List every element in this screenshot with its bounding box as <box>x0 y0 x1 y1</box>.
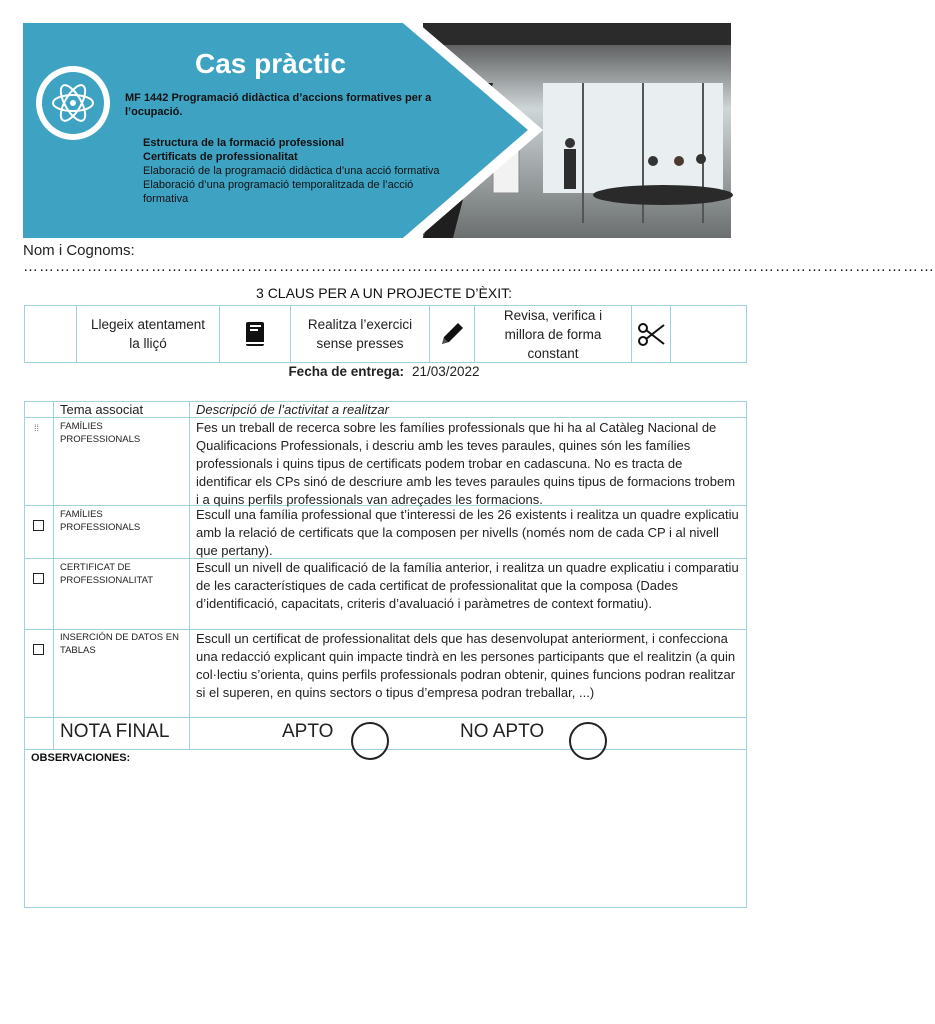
fail-option[interactable] <box>569 722 607 760</box>
row-checkbox[interactable] <box>33 573 44 584</box>
row-description: Fes un treball de recerca sobre les famílies professionals que hi ha al Catàleg Nacional de Qualificacions Professionals, i descriu amb les teves paraules, quines són les famílies professionals i quins tipus de certificats podem trobar en cadascuna. No es tracta de identificar els CPs sinó de descriure amb les teves paraules quins tipus de formacions trobem i a quins perfils professionals van adreçades les formacions. <box>196 420 736 507</box>
observations-label: OBSERVACIONES: <box>31 752 131 764</box>
delivery-date <box>0 364 768 379</box>
header-description: Descripció de l’activitat a realitzar <box>196 402 389 417</box>
name-label: Nom i Cognoms: <box>23 242 135 259</box>
delivery-label: Fecha de entrega: <box>288 364 404 379</box>
topic-item: Estructura de la formació professional <box>143 137 345 149</box>
row-description: Escull una família professional que t’interessi de les 26 existents i realitza un quadre explicatiu amb la relació de certificats que la composen per nivells (només nom de cada CP i al nivell que pertany). <box>196 507 739 558</box>
activities-table <box>24 401 747 908</box>
fail-label: NO APTO <box>460 721 545 742</box>
topic-item: Certificats de professionalitat <box>143 151 298 163</box>
key-label: Llegeix atentament la lliçó <box>90 317 206 351</box>
keys-row <box>24 305 747 363</box>
topics-list <box>143 136 443 206</box>
topic-item: Elaboració de la programació didàctica d’una acció formativa <box>143 165 440 177</box>
delivery-value: 21/03/2022 <box>411 364 480 379</box>
book-icon <box>244 321 266 347</box>
keys-title: 3 CLAUS PER A UN PROJECTE D’ÈXIT: <box>256 285 512 301</box>
row-theme: INSERCIÓN DE DATOS EN TABLAS <box>60 632 179 656</box>
pass-label: APTO <box>282 721 334 742</box>
key-label: Realitza l’exercici sense presses <box>307 317 413 351</box>
row-checkbox[interactable] <box>33 644 44 655</box>
row-theme: FAMÍLIES PROFESSIONALS <box>60 509 141 533</box>
pencil-icon <box>438 320 466 348</box>
pass-option[interactable] <box>351 722 389 760</box>
row-theme: FAMÍLIES PROFESSIONALS <box>60 421 141 445</box>
page-title: Cas pràctic <box>195 48 346 79</box>
final-grade-label: NOTA FINAL <box>60 721 170 742</box>
row-marker: ⁞⁞ <box>34 423 40 433</box>
row-description: Escull un certificat de professionalitat dels que has desenvolupat anteriorment, i confecciona una redacció explicant quin impacte tindrà en les persones participants que el realitzin (a quin col·lectiu s’orienta, quins perfils professionals podran obtenir, quines funcions podran realitzar si el superen, en quins sectors o tipus d’empresa podran treballar, ...) <box>196 631 736 700</box>
topic-item: Elaboració d’una programació temporalitzada de l’acció formativa <box>143 179 414 205</box>
row-description: Escull un nivell de qualificació de la família anterior, i realitza un quadre explicatiu i comparatiu de les característiques de cada certificat de professionalitat que la composa (Dades d’identificació, capacitats, criteris d’avaluació i paràmetres de context formatiu). <box>196 560 739 611</box>
header-theme: Tema associat <box>60 402 144 417</box>
name-field-line[interactable]: ……………………………………………………………………………………………………………………………………………………… <box>23 258 935 275</box>
key-label: Revisa, verifica i millora de forma constant <box>503 307 603 361</box>
observations-area[interactable] <box>25 767 746 907</box>
module-name: MF 1442 Programació didàctica d’accions formatives per a l’ocupació. <box>125 92 432 118</box>
scissors-icon <box>636 319 666 349</box>
row-theme: CERTIFICAT DE PROFESSIONALITAT <box>60 562 154 586</box>
row-checkbox[interactable] <box>33 520 44 531</box>
